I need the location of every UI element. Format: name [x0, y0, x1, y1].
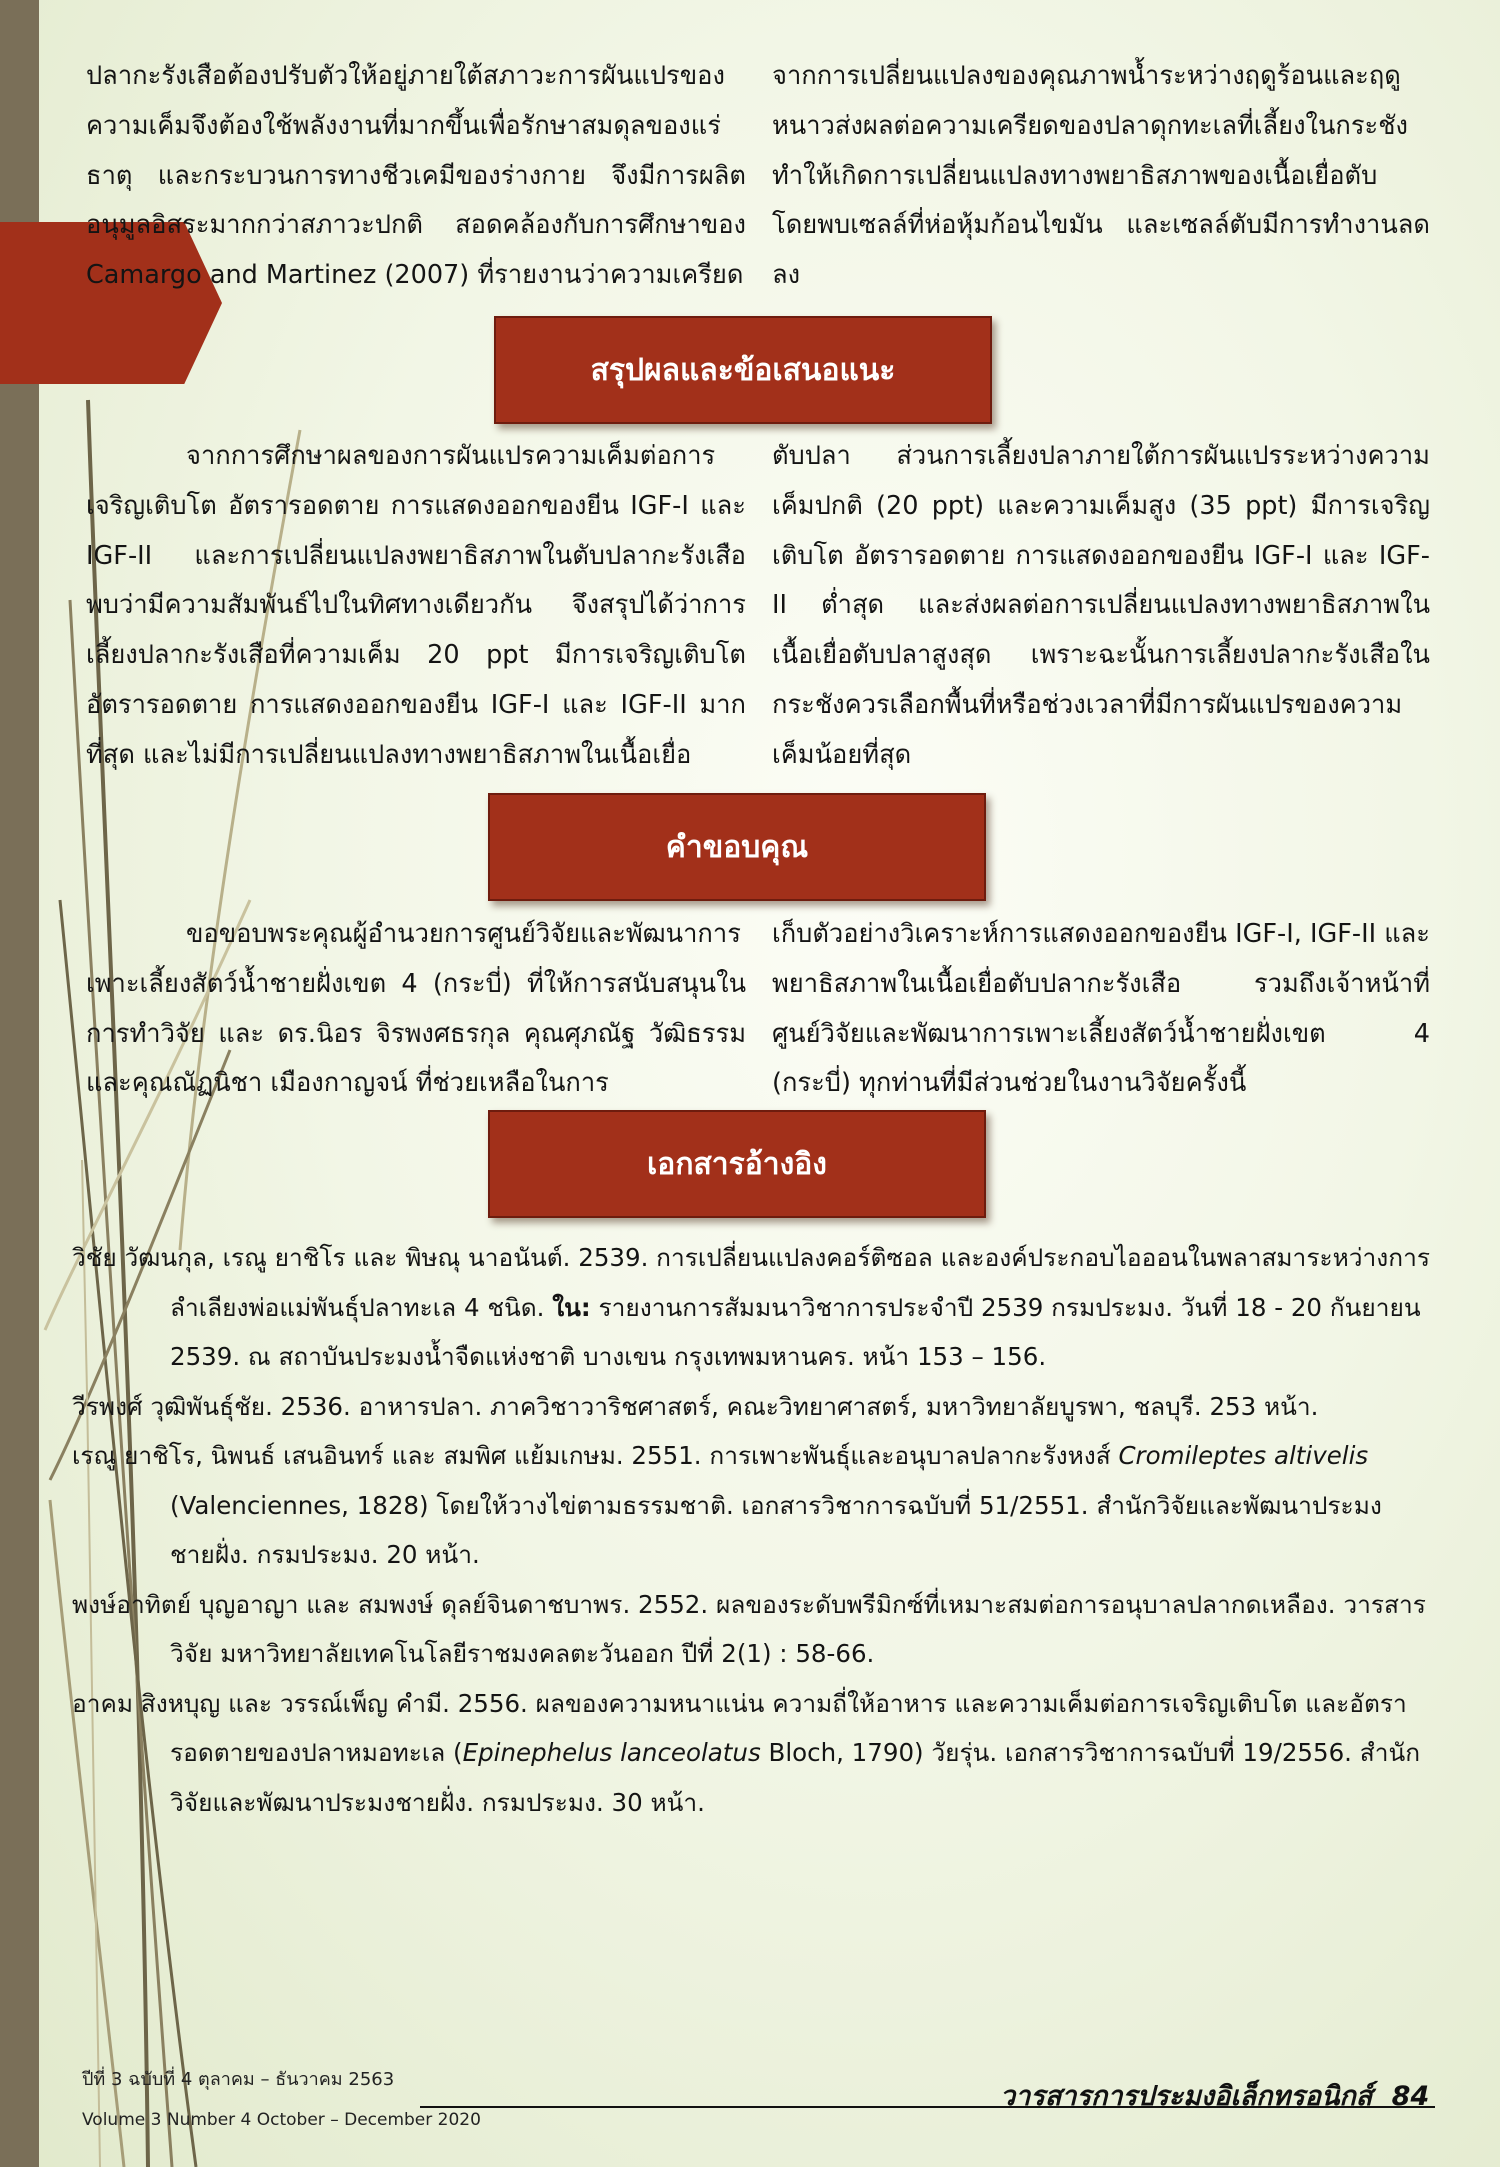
- species-name: Epinephelus lanceolatus: [462, 1738, 761, 1767]
- paragraph: ตับปลา ส่วนการเลี้ยงปลาภายใต้การผันแปรระหว่างความเค็มปกติ (20 ppt) และความเค็มสูง (35 ppt) มีการเจริญเติบโต อัตรารอดตาย การแสดงออกของยีน IGF-I และ IGF-II ต่ำสุด และส่งผลต่อการเปลี่ยนแปลงทางพยาธิสภาพในเนื้อเยื่อตับปลาสูงสุด เพราะฉะนั้นการเลี้ยงปลากะรังเสือในกระชังควรเลือกพื้นที่หรือช่วงเวลาที่มีการผันแปรของความเค็มน้อยที่สุด: [772, 441, 1430, 770]
- reference-text: วิชัย วัฒนกุล, เรณู ยาชิโร และ พิษณุ นาอนันต์. 2539. การเปลี่ยนแปลงคอร์ติซอล และองค์ประกอบไอออนในพลาสมาระหว่างการลำเลียงพ่อแม่พันธุ์ปลาทะเล 4 ชนิด.: [72, 1243, 1431, 1322]
- species-name: Cromileptes altivelis: [1118, 1441, 1369, 1470]
- paragraph: จากการศึกษาผลของการผันแปรความเค็มต่อการเจริญเติบโต อัตรารอดตาย การแสดงออกของยีน IGF-I และ IGF-II และการเปลี่ยนแปลงพยาธิสภาพในตับปลากะรังเสือ พบว่ามีความสัมพันธ์ไปในทิศทางเดียวกัน จึงสรุปได้ว่าการเลี้ยงปลากะรังเสือที่ความเค็ม 20 ppt มีการเจริญเติบโต อัตรารอดตาย การแสดงออกของยีน IGF-I และ IGF-II มากที่สุด และไม่มีการเปลี่ยนแปลงทางพยาธิสภาพในเนื้อเยื่อ: [86, 441, 746, 770]
- reference-text: เรณู ยาชิโร, นิพนธ์ เสนอินทร์ และ สมพิศ แย้มเกษม. 2551. การเพาะพันธุ์และอนุบาลปลากะรังหงส์: [72, 1441, 1119, 1470]
- footer-journal: [1000, 2074, 1429, 2117]
- paragraph: ปลากะรังเสือต้องปรับตัวให้อยู่ภายใต้สภาวะการผันแปรของความเค็มจึงต้องใช้พลังงานที่มากขึ้นเพื่อรักษาสมดุลของแร่ธาตุ และกระบวนการทางชีวเคมีของร่างกาย จึงมีการผลิตอนุมูลอิสระมากกว่าสภาวะปกติ สอดคล้องกับการศึกษาของ Camargo and Martinez (2007) ที่รายงานว่าความเครียด: [86, 61, 746, 291]
- reference-item: [72, 1382, 1430, 1432]
- reference-text: (Valenciennes, 1828) โดยให้วางไข่ตามธรรมชาติ. เอกสารวิชาการฉบับที่ 51/2551. สำนักวิจัยและพัฒนาประมงชายฝั่ง. กรมประมง. 20 หน้า.: [170, 1490, 1382, 1569]
- references-heading: เอกสารอ้างอิง: [488, 1110, 986, 1218]
- reference-text: วีรพงศ์ วุฒิพันธุ์ชัย. 2536. อาหารปลา. ภาควิชาวาริชศาสตร์, คณะวิทยาศาสตร์, มหาวิทยาลัยบูรพา, ชลบุรี. 253 หน้า.: [72, 1391, 1319, 1421]
- page-number: 84: [1391, 2081, 1430, 2112]
- conclusion-right-column: [772, 432, 1430, 781]
- conclusion-heading: สรุปผลและข้อเสนอแนะ: [494, 316, 992, 424]
- footer-issue-thai: ปีที่ 3 ฉบับที่ 4 ตุลาคม – ธันวาคม 2563: [82, 2069, 395, 2090]
- reference-item: [72, 1580, 1430, 1679]
- conclusion-left-column: [86, 432, 746, 781]
- acknowledgement-right-column: [772, 910, 1430, 1109]
- reference-text: พงษ์อาทิตย์ บุญอาญา และ สมพงษ์ ดุลย์จินดาชบาพร. 2552. ผลของระดับพรีมิกซ์ที่เหมาะสมต่อการอนุบาลปลากดเหลือง. วารสารวิจัย มหาวิทยาลัยเทคโนโลยีราชมงคลตะวันออก ปีที่ 2(1) : 58-66.: [72, 1589, 1426, 1668]
- reference-item: [72, 1679, 1430, 1828]
- journal-name: วารสารการประมงอิเล็กทรอนิกส์: [1000, 2081, 1373, 2112]
- footer-issue-english: Volume 3 Number 4 October – December 2020: [82, 2110, 481, 2130]
- top-right-column: [772, 52, 1430, 301]
- acknowledgement-heading: คำขอบคุณ: [488, 793, 986, 901]
- reference-list: [72, 1233, 1430, 1827]
- reference-in-label: ใน:: [552, 1292, 591, 1322]
- top-left-column: [86, 52, 746, 301]
- paragraph: ขอขอบพระคุณผู้อำนวยการศูนย์วิจัยและพัฒนาการเพาะเลี้ยงสัตว์น้ำชายฝั่งเขต 4 (กระบี่) ที่ให้การสนับสนุนในการทำวิจัย และ ดร.นิอร จิรพงศธรกุล คุณศุภณัฐ วัฒิธรรม และคุณณัฏนิชา เมืองกาญจน์ ที่ช่วยเหลือในการ: [86, 919, 746, 1099]
- paragraph: เก็บตัวอย่างวิเคราะห์การแสดงออกของยีน IGF-I, IGF-II และพยาธิสภาพในเนื้อเยื่อตับปลากะรังเสือ รวมถึงเจ้าหน้าที่ศูนย์วิจัยและพัฒนาการเพาะเลี้ยงสัตว์น้ำชายฝั่งเขต 4 (กระบี่) ทุกท่านที่มีส่วนช่วยในงานวิจัยครั้งนี้: [772, 919, 1431, 1099]
- reference-text: Bloch, 1790) วัยรุ่น. เอกสารวิชาการฉบับที่ 19/2556. สำนักวิจัยและพัฒนาประมงชายฝั่ง. กรมประมง. 30 หน้า.: [170, 1738, 1421, 1817]
- paragraph: จากการเปลี่ยนแปลงของคุณภาพน้ำระหว่างฤดูร้อนและฤดูหนาวส่งผลต่อความเครียดของปลาดุกทะเลที่เลี้ยงในกระชัง ทำให้เกิดการเปลี่ยนแปลงทางพยาธิสภาพของเนื้อเยื่อตับ โดยพบเซลล์ที่ห่อหุ้มก้อนไขมัน และเซลล์ตับมีการทำงานลดลง: [772, 61, 1430, 291]
- reference-text: อาคม สิงหบุญ และ วรรณ์เพ็ญ คำมี. 2556. ผลของความหนาแน่น ความถี่ให้อาหาร และความเค็มต่อการเจริญเติบโต และอัตรารอดตายของปลาหมอทะเล (: [72, 1688, 1407, 1767]
- reference-item: [72, 1431, 1430, 1580]
- reference-item: [72, 1233, 1430, 1382]
- reference-text: รายงานการสัมมนาวิชาการประจำปี 2539 กรมประมง. วันที่ 18 - 20 กันยายน 2539. ณ สถาบันประมงน้ำจืดแห่งชาติ บางเขน กรุงเทพมหานคร. หน้า 153 – 156.: [170, 1292, 1421, 1371]
- acknowledgement-left-column: [86, 910, 746, 1109]
